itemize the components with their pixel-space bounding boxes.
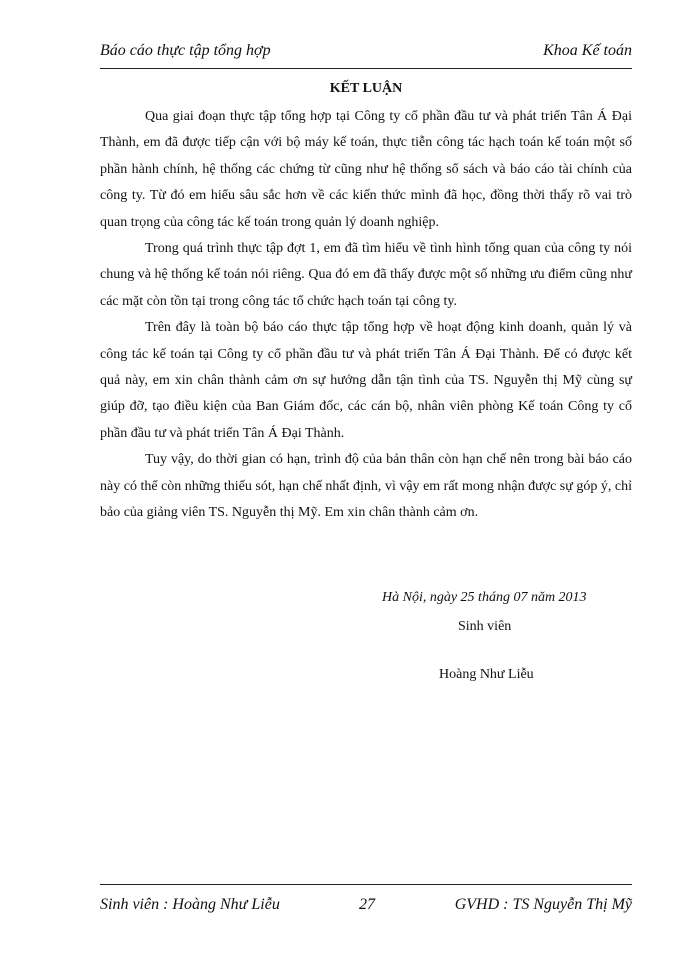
conclusion-body [100,104,632,527]
page-number: 27 [359,896,375,913]
signature-name: Hoàng Như Liễu [439,667,534,682]
signature-role: Sinh viên [458,619,512,634]
paragraph: Trên đây là toàn bộ báo cáo thực tập tổng hợp về hoạt động kinh doanh, quản lý và công tác kế toán tại Công ty cổ phần đầu tư và phát triển Tân Á Đại Thành. Để có được kết quả này, em xin chân thành cảm ơn sự hướng dẫn tận tình của TS. Nguyễn thị Mỹ cùng sự giúp đỡ, tạo điều kiện của Ban Giám đốc, các cán bộ, nhân viên phòng Kế toán Công ty cổ phần đầu tư và phát triển Tân Á Đại Thành. [100,320,632,441]
page-header [100,42,632,69]
paragraph: Tuy vậy, do thời gian có hạn, trình độ của bản thân còn hạn chế nên trong bài báo cáo này có thể còn những thiếu sót, hạn chế nhất định, vì vậy em rất mong nhận được sự góp ý, chỉ bảo của giảng viên TS. Nguyễn thị Mỹ. Em xin chân thành cảm ơn. [100,452,632,521]
section-title: KẾT LUẬN [329,81,403,96]
header-department: Khoa Kế toán [543,42,632,59]
footer-supervisor: GVHD : TS Nguyễn Thị Mỹ [454,896,632,913]
footer-student: Sinh viên : Hoàng Như Liễu [100,896,280,913]
paragraph: Trong quá trình thực tập đợt 1, em đã tìm hiểu về tình hình tổng quan của công ty nói chung và hệ thống kế toán nói riêng. Qua đó em đã thấy được một số những ưu điểm cũng như các mặt còn tồn tại trong công tác tổ chức hạch toán tại công ty. [100,241,632,309]
page-footer [100,884,632,925]
header-report-title: Báo cáo thực tập tổng hợp [100,42,271,59]
signature-date: Hà Nội, ngày 25 tháng 07 năm 2013 [382,590,587,605]
paragraph: Qua giai đoạn thực tập tổng hợp tại Công ty cổ phần đầu tư và phát triển Tân Á Đại Thành, em đã được tiếp cận với bộ máy kế toán, thực tiễn công tác hạch toán kế toán một số phần hành chính, hệ thống các chứng từ cũng như hệ thống sổ sách và báo cáo tài chính của công ty. Từ đó em hiểu sâu sắc hơn về các kiến thức mình đã học, đồng thời thấy rõ vai trò quan trọng của công tác kế toán trong quản lý doanh nghiệp. [100,109,632,230]
